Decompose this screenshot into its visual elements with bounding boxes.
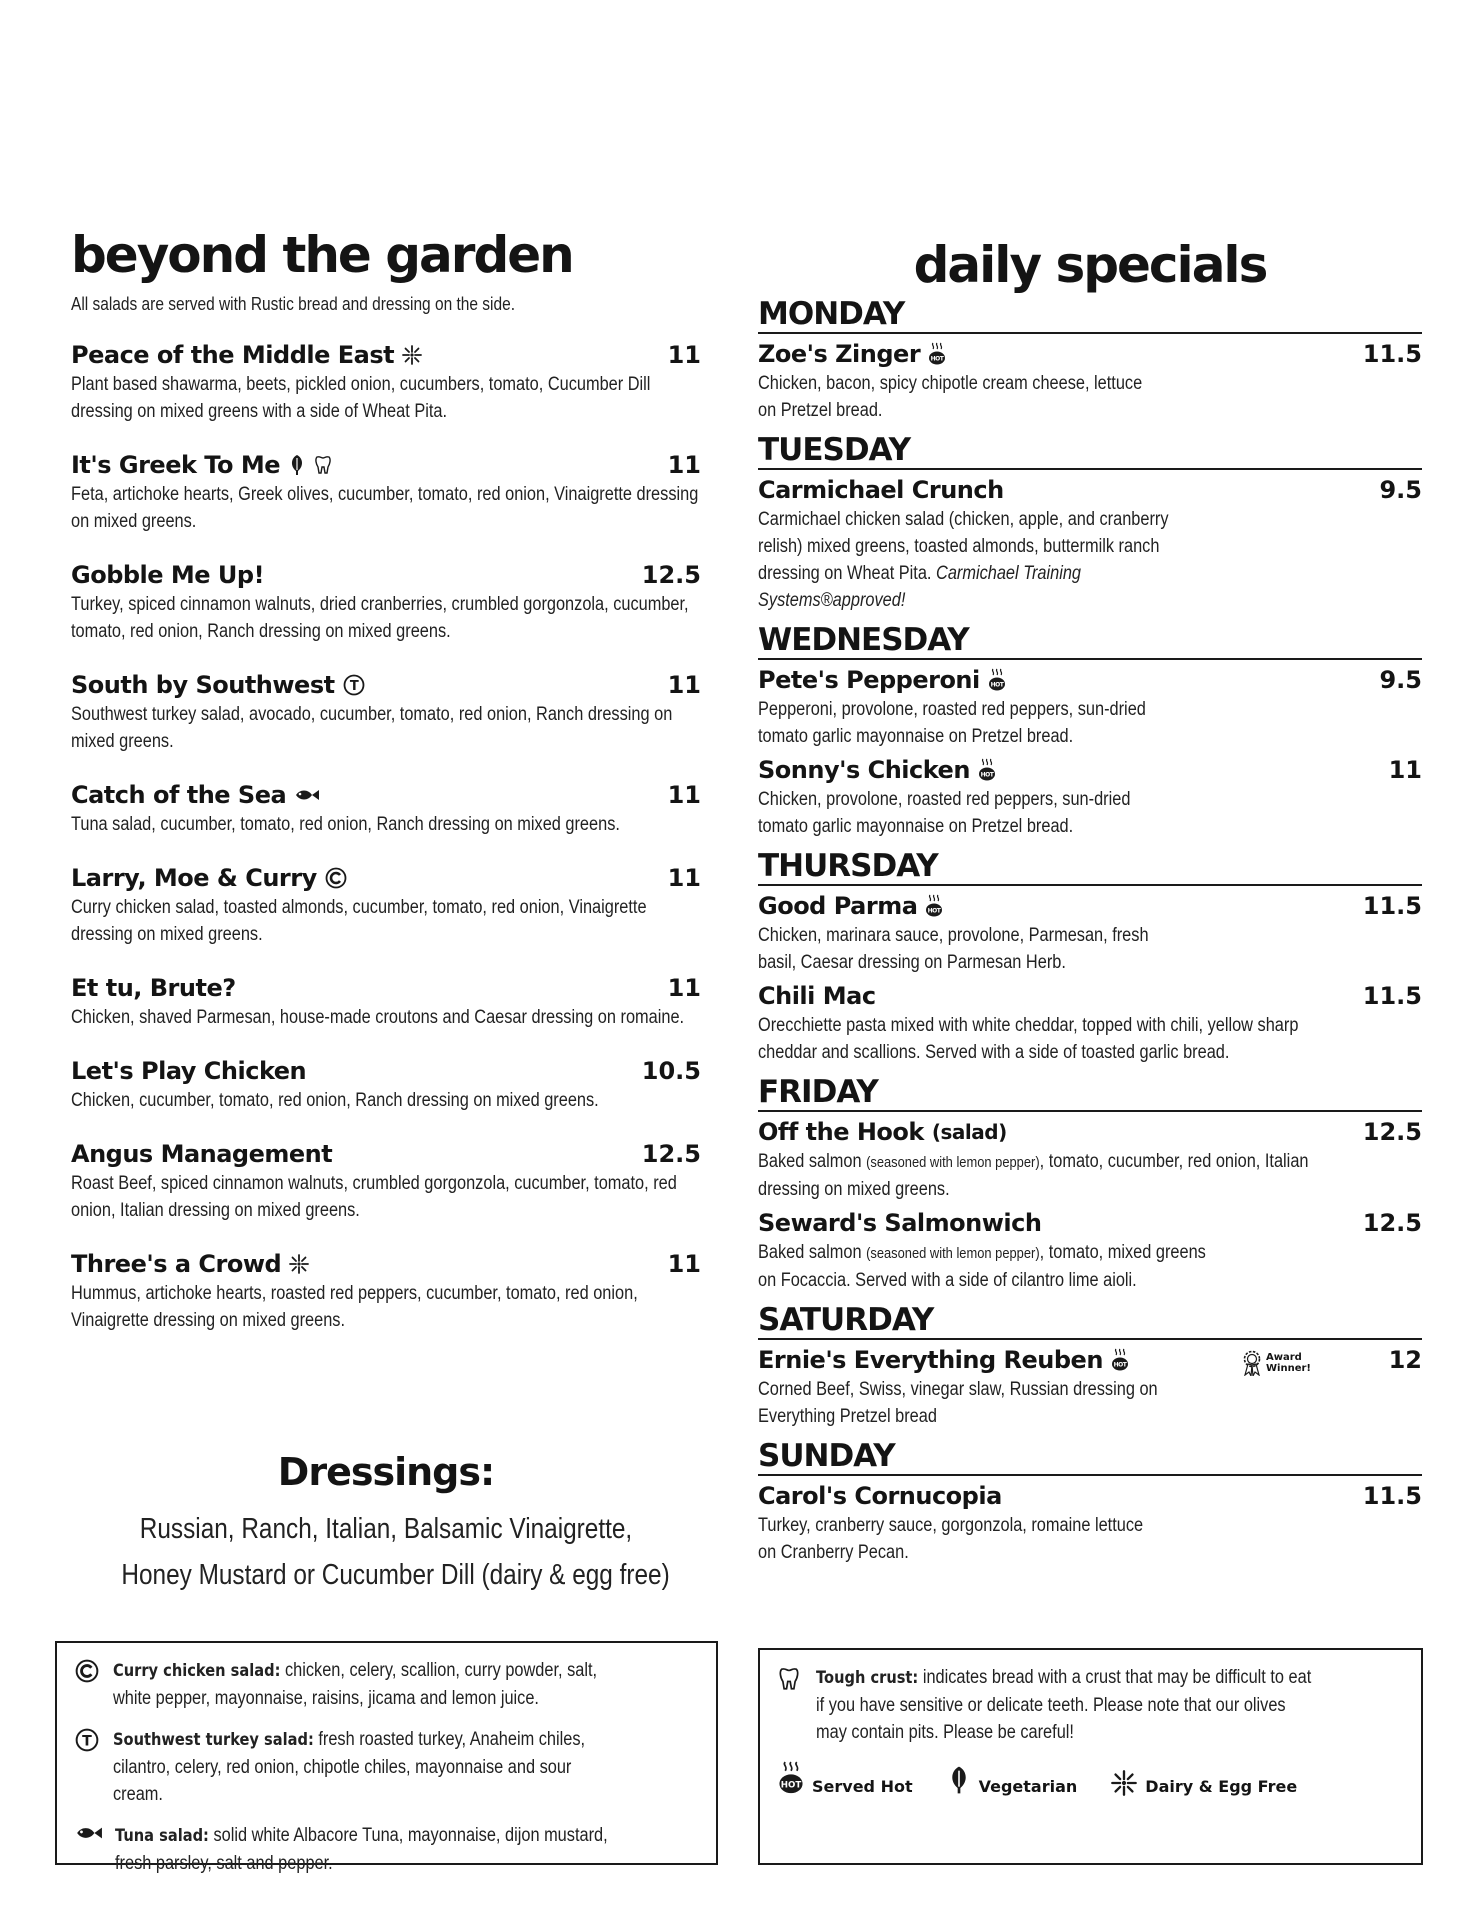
- item-description: Corned Beef, Swiss, vinegar slaw, Russian dressing on Everything Pretzel bread: [758, 1379, 1158, 1427]
- vegetarian-icon: [947, 1764, 971, 1796]
- item-price: 12: [1388, 1346, 1422, 1374]
- day-title: SUNDAY: [758, 1438, 1422, 1476]
- served-hot-icon: [778, 1760, 804, 1796]
- item-price: 11.5: [1362, 892, 1422, 920]
- item-description: Turkey, cranberry sauce, gorgonzola, romaine lettuce on Cranberry Pecan.: [758, 1515, 1144, 1563]
- dairy-free-icon: [402, 345, 422, 365]
- served-hot-icon: [925, 894, 943, 918]
- note-body: chicken, celery, scallion, curry powder, salt, white pepper, mayonnaise, raisins, jicama and lemon juice.: [113, 1660, 598, 1709]
- menu-item: [758, 476, 1422, 614]
- note-label: Curry chicken salad:: [113, 1661, 281, 1681]
- item-description: Chicken, bacon, spicy chipotle cream cheese, lettuce on Pretzel bread.: [758, 373, 1143, 421]
- day-title: WEDNESDAY: [758, 622, 1422, 660]
- legend-dairy-free: [1111, 1770, 1297, 1796]
- item-description: Carmichael chicken salad (chicken, apple, and cranberry relish) mixed greens, toasted almonds, buttermilk ranch dressing on Wheat Pita.: [758, 509, 1169, 584]
- item-description-note: (seasoned with lemon pepper): [866, 1245, 1040, 1262]
- item-description: Chicken, shaved Parmesan, house-made croutons and Caesar dressing on romaine.: [71, 1007, 685, 1028]
- menu-item: [758, 1482, 1422, 1566]
- day-section: [758, 296, 1422, 424]
- item-name: Catch of the Sea: [71, 781, 287, 809]
- salads-title: beyond the garden: [71, 226, 573, 284]
- specials-title: daily specials: [913, 236, 1267, 294]
- item-price: 9.5: [1379, 666, 1422, 694]
- menu-item: [71, 341, 701, 425]
- award-text: Award Winner!: [1266, 1352, 1311, 1374]
- item-description: , tomato, mixed greens on Focaccia. Served with a side of cilantro lime aioli.: [758, 1242, 1206, 1291]
- svg-text:HOT: HOT: [780, 1780, 802, 1791]
- item-description: Pepperoni, provolone, roasted red peppers, sun-dried tomato garlic mayonnaise on Pretzel bread.: [758, 699, 1146, 747]
- item-description: Tuna salad, cucumber, tomato, red onion, Ranch dressing on mixed greens.: [71, 814, 620, 835]
- svg-text:HOT: HOT: [928, 907, 941, 915]
- turkey-salad-icon: [75, 1728, 101, 1808]
- item-price: 12.5: [1362, 1209, 1422, 1237]
- item-description: Hummus, artichoke hearts, roasted red peppers, cucumber, tomato, red onion, Vinaigrette dressing on mixed greens.: [71, 1283, 638, 1331]
- menu-item: [71, 451, 701, 535]
- item-price: 11.5: [1362, 340, 1422, 368]
- salads-section: [71, 226, 701, 1334]
- item-description-note: (seasoned with lemon pepper): [866, 1154, 1040, 1171]
- item-name: Off the Hook: [758, 1118, 924, 1146]
- legend-label: Vegetarian: [978, 1777, 1078, 1796]
- curry-icon: [75, 1659, 101, 1712]
- item-name: Ernie's Everything Reuben: [758, 1346, 1103, 1374]
- item-description: Turkey, spiced cinnamon walnuts, dried cranberries, crumbled gorgonzola, cucumber, tomato, red onion, Ranch dressing on mixed greens.: [71, 594, 689, 642]
- note-southwest: [75, 1726, 698, 1808]
- menu-item: [71, 1250, 701, 1334]
- award-ribbon-icon: [1242, 1350, 1262, 1376]
- legend-label: Served Hot: [812, 1777, 913, 1796]
- legend-label: Dairy & Egg Free: [1145, 1777, 1298, 1796]
- item-name: Sonny's Chicken: [758, 756, 970, 784]
- day-title: TUESDAY: [758, 432, 1422, 470]
- item-description: Southwest turkey salad, avocado, cucumber, tomato, red onion, Ranch dressing on mixed greens.: [71, 704, 673, 752]
- tough-crust-icon: [314, 455, 332, 475]
- note-curry: [75, 1657, 698, 1712]
- item-price: 9.5: [1379, 476, 1422, 504]
- served-hot-icon: [928, 342, 946, 366]
- item-description: Baked salmon: [758, 1151, 862, 1172]
- vegetarian-icon: [288, 454, 306, 476]
- item-name: Carol's Cornucopia: [758, 1482, 1002, 1510]
- note-body: fresh roasted turkey, Anaheim chiles, cilantro, celery, red onion, chipotle chiles, mayonnaise and sour cream.: [113, 1729, 586, 1805]
- dressings-line: Honey Mustard or Cucumber Dill (dairy & egg free): [121, 1559, 670, 1591]
- dairy-free-icon: [1111, 1770, 1137, 1796]
- note-body: solid white Albacore Tuna, mayonnaise, dijon mustard, fresh parsley, salt and pepper.: [115, 1825, 608, 1874]
- item-label: (salad): [931, 1120, 1007, 1144]
- day-title: THURSDAY: [758, 848, 1422, 886]
- menu-item: [71, 1057, 701, 1114]
- item-name: Et tu, Brute?: [71, 974, 236, 1002]
- item-description: Chicken, marinara sauce, provolone, Parmesan, fresh basil, Caesar dressing on Parmesan Herb.: [758, 925, 1149, 973]
- item-name: Zoe's Zinger: [758, 340, 921, 368]
- item-price: 12.5: [641, 561, 701, 589]
- item-name: Seward's Salmonwich: [758, 1209, 1042, 1237]
- turkey-salad-icon: [343, 674, 365, 696]
- item-price: 11.5: [1362, 982, 1422, 1010]
- day-section: [758, 1302, 1422, 1430]
- served-hot-icon: [988, 668, 1006, 692]
- dressings-section: [71, 1450, 701, 1598]
- item-price: 11: [667, 974, 701, 1002]
- menu-item: [71, 1140, 701, 1224]
- curry-icon: [325, 867, 347, 889]
- svg-text:T: T: [349, 679, 358, 694]
- item-price: 11: [667, 341, 701, 369]
- menu-item: [71, 781, 701, 838]
- item-description: Curry chicken salad, toasted almonds, cucumber, tomato, red onion, Vinaigrette dressing on mixed greens.: [71, 897, 647, 945]
- legend-served-hot: [778, 1760, 913, 1796]
- salad-ingredients-box: [55, 1641, 718, 1874]
- dressings-title: Dressings:: [277, 1450, 495, 1494]
- item-description-note: Carmichael Training Systems®approved!: [758, 563, 1082, 611]
- note-tuna: [75, 1822, 698, 1877]
- specials-section: [758, 236, 1422, 1566]
- note-label: Tuna salad:: [115, 1826, 209, 1846]
- menu-item: [758, 1346, 1422, 1430]
- dressings-line: Russian, Ranch, Italian, Balsamic Vinaigrette,: [139, 1513, 633, 1545]
- svg-text:HOT: HOT: [990, 681, 1004, 689]
- menu-item: [71, 561, 701, 645]
- day-section: [758, 1074, 1422, 1294]
- award-badge: [1242, 1350, 1312, 1376]
- dairy-free-icon: [289, 1254, 309, 1274]
- item-name: Carmichael Crunch: [758, 476, 1004, 504]
- item-price: 10.5: [641, 1057, 701, 1085]
- item-name: Angus Management: [71, 1140, 333, 1168]
- day-title: SATURDAY: [758, 1302, 1422, 1340]
- svg-text:HOT: HOT: [1113, 1361, 1127, 1369]
- item-price: 11.5: [1362, 1482, 1422, 1510]
- item-price: 11: [667, 451, 701, 479]
- fish-icon: [75, 1824, 103, 1877]
- icon-legend: [778, 1760, 1403, 1796]
- day-title: MONDAY: [758, 296, 1422, 334]
- item-name: Pete's Pepperoni: [758, 666, 980, 694]
- svg-text:HOT: HOT: [980, 771, 994, 779]
- item-name: Chili Mac: [758, 982, 876, 1010]
- item-price: 11: [667, 671, 701, 699]
- tough-crust-icon: [778, 1666, 804, 1746]
- day-title: FRIDAY: [758, 1074, 1422, 1112]
- item-name: It's Greek To Me: [71, 451, 280, 479]
- item-price: 11: [667, 1250, 701, 1278]
- note-label: Tough crust:: [816, 1668, 919, 1688]
- item-description: Chicken, provolone, roasted red peppers, sun-dried tomato garlic mayonnaise on Pretzel bread.: [758, 789, 1131, 837]
- menu-item: [758, 982, 1422, 1066]
- svg-text:HOT: HOT: [930, 355, 944, 363]
- menu-item: [758, 1118, 1422, 1203]
- item-description: Baked salmon: [758, 1242, 862, 1263]
- day-section: [758, 432, 1422, 614]
- menu-item: [758, 1209, 1422, 1294]
- item-name: South by Southwest: [71, 671, 335, 699]
- item-description: Plant based shawarma, beets, pickled onion, cucumbers, tomato, Cucumber Dill dressing on mixed greens with a side of Wheat Pita.: [71, 374, 651, 422]
- menu-item: [71, 974, 701, 1031]
- legend-vegetarian: [947, 1764, 1078, 1796]
- item-name: Peace of the Middle East: [71, 341, 395, 369]
- item-price: 11: [1388, 756, 1422, 784]
- day-section: [758, 1438, 1422, 1566]
- menu-item: [758, 756, 1422, 840]
- item-name: Let's Play Chicken: [71, 1057, 307, 1085]
- item-description: Feta, artichoke hearts, Greek olives, cucumber, tomato, red onion, Vinaigrette dressing on mixed greens.: [71, 484, 699, 532]
- item-price: 12.5: [1362, 1118, 1422, 1146]
- note-body: indicates bread with a crust that may be difficult to eat if you have sensitive or delicate teeth. Please note that our olives may contain pits. Please be careful!: [816, 1667, 1312, 1743]
- menu-item: [758, 666, 1422, 750]
- item-description: , tomato, cucumber, red onion, Italian dressing on mixed greens.: [758, 1151, 1309, 1200]
- menu-item: [71, 671, 701, 755]
- item-price: 12.5: [641, 1140, 701, 1168]
- item-description: Roast Beef, spiced cinnamon walnuts, crumbled gorgonzola, cucumber, tomato, red onion, Italian dressing on mixed greens.: [71, 1173, 677, 1221]
- menu-item: [758, 892, 1422, 976]
- item-price: 11: [667, 781, 701, 809]
- day-section: [758, 622, 1422, 840]
- note-tough-crust: [778, 1664, 1403, 1746]
- item-price: 11: [667, 864, 701, 892]
- item-name: Gobble Me Up!: [71, 561, 265, 589]
- served-hot-icon: [1111, 1348, 1129, 1372]
- item-description: Orecchiette pasta mixed with white cheddar, topped with chili, yellow sharp cheddar and scallions. Served with a side of toasted garlic bread.: [758, 1015, 1299, 1063]
- item-name: Larry, Moe & Curry: [71, 864, 317, 892]
- salads-subtitle: All salads are served with Rustic bread and dressing on the side.: [71, 294, 516, 314]
- item-name: Three's a Crowd: [71, 1250, 282, 1278]
- served-hot-icon: [978, 758, 996, 782]
- item-description: Chicken, cucumber, tomato, red onion, Ranch dressing on mixed greens.: [71, 1090, 599, 1111]
- svg-text:T: T: [82, 1733, 92, 1750]
- legend-box: [758, 1648, 1423, 1865]
- note-label: Southwest turkey salad:: [113, 1730, 314, 1750]
- menu-item: [71, 864, 701, 948]
- item-name: Good Parma: [758, 892, 918, 920]
- fish-icon: [294, 787, 320, 803]
- day-section: [758, 848, 1422, 1066]
- menu-item: [758, 340, 1422, 424]
